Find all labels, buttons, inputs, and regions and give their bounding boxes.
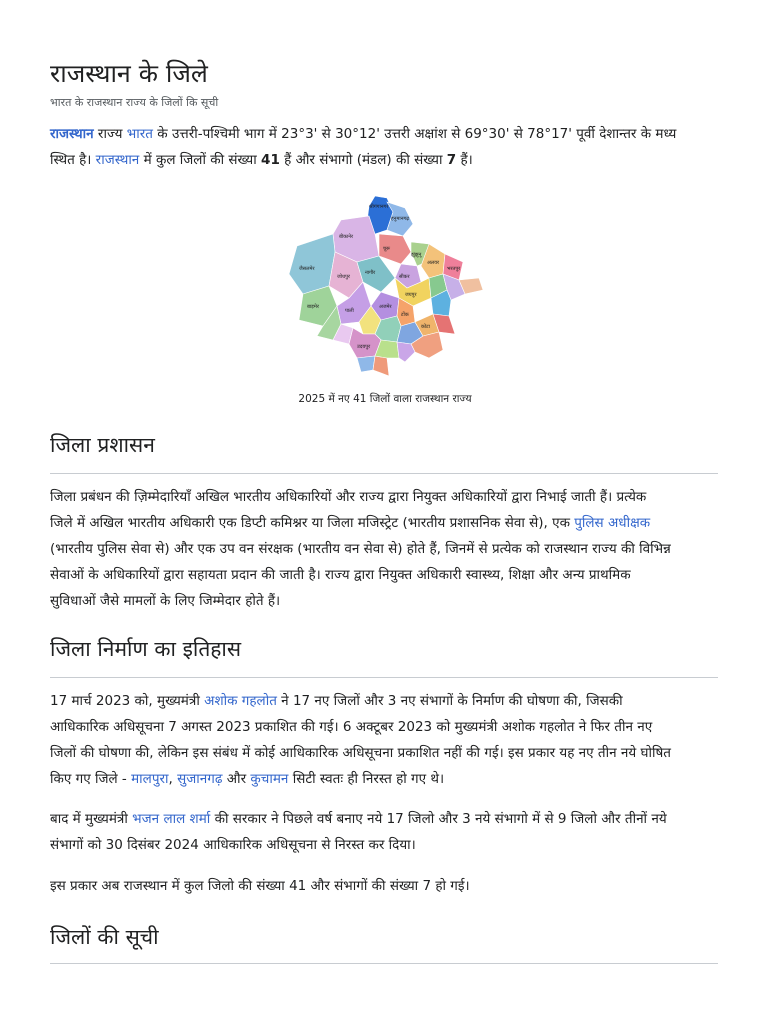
link-bharat[interactable]: भारत bbox=[126, 126, 154, 142]
intro-text-4: में कुल जिलों की संख्या bbox=[139, 152, 262, 168]
map-label-nagaur: नागौर bbox=[365, 270, 376, 276]
history-p1-line-3: जिलों की घोषणा की, लेकिन इस संबंध में कोई आधिकारिक अधिसूचना प्रकाशित नहीं की गई। इस प्रकार यह नए तीन नये घोषित bbox=[50, 745, 671, 761]
link-bhajan-lal-sharma[interactable]: भजन लाल शर्मा bbox=[132, 811, 211, 827]
section-divider-3 bbox=[50, 963, 718, 964]
history-p1-text-4: किए गए जिले - bbox=[50, 771, 132, 787]
map-caption: 2025 में नए 41 जिलों वाला राजस्थान राज्य bbox=[298, 393, 472, 405]
admin-line-3: (भारतीय पुलिस सेवा से) और एक उप वन संरक्षक (भारतीय वन सेवा से) होते हैं, जिनमें से प्रत्येक को राजस्थान राज्य की विभिन्न bbox=[50, 541, 671, 557]
map-label-bikaner: बीकानेर bbox=[339, 234, 354, 240]
map-label-pali: पाली bbox=[345, 308, 354, 314]
intro-text-6: हैं। bbox=[456, 152, 473, 168]
map-label-kota: कोटा bbox=[421, 324, 430, 330]
link-sujangarh[interactable]: सुजानगढ़ bbox=[177, 771, 223, 787]
intro-text-1: राज्य bbox=[93, 126, 127, 142]
admin-line-5: सुविधाओं जैसे मामलों के लिए जिम्मेदार होते हैं। bbox=[50, 593, 281, 609]
intro-text-2: के उत्तरी-पश्चिमी भाग में 23°3' से 30°12' उत्तरी अक्षांश से 69°30' से 78°17' पूर्वी देशान्तर के मध्य bbox=[153, 126, 677, 142]
rajasthan-map[interactable] bbox=[283, 194, 487, 382]
admin-line-1: जिला प्रबंधन की ज़िम्मेदारियाँ अखिल भारतीय अधिकारियों और राज्य द्वारा नियुक्त अधिकारियों द्वारा निभाई जाती हैं। प्रत्येक bbox=[50, 489, 647, 505]
map-district-banswara bbox=[373, 356, 389, 376]
history-p1-text-2: ने 17 नए जिलों और 3 नए संभागों के निर्माण की घोषणा की, जिसकी bbox=[276, 693, 623, 709]
intro-text-5: हैं और संभागो (मंडल) की संख्या bbox=[279, 152, 447, 168]
map-district-jaisalmer bbox=[289, 234, 335, 294]
link-kuchaman[interactable]: कुचामन bbox=[250, 771, 289, 787]
admin-line-2: जिले में अखिल भारतीय अधिकारी एक डिप्टी कमिश्नर या जिला मजिस्ट्रेट (भारतीय प्रशासनिक सेवा से), एक bbox=[50, 515, 575, 531]
map-label-alwar: अलवर bbox=[427, 260, 440, 266]
history-p2-text-2: की सरकार ने पिछले वर्ष बनाए नये 17 जिलो और 3 नये संभागो में से 9 जिलो और तीनों नये bbox=[210, 811, 667, 827]
division-count: 7 bbox=[446, 152, 457, 168]
map-label-tonk: टोंक bbox=[401, 312, 409, 318]
section-heading-administration: जिला प्रशासन bbox=[50, 433, 155, 457]
history-p1-line-2: आधिकारिक अधिसूचना 7 अगस्त 2023 प्रकाशित की गई। 6 अक्टूबर 2023 को मुख्यमंत्री अशोक गहलोत ने फिर तीन नए bbox=[50, 719, 653, 735]
history-p2-line-2: संभागों को 30 दिसंबर 2024 आधिकारिक अधिसूचना से निरस्त कर दिया। bbox=[50, 837, 416, 853]
history-paragraph-2 bbox=[50, 806, 750, 858]
history-p1-text-1: 17 मार्च 2023 को, मुख्यमंत्री bbox=[50, 693, 205, 709]
link-rajasthan[interactable]: राजस्थान bbox=[50, 126, 94, 142]
administration-paragraph bbox=[50, 484, 740, 614]
map-label-barmer: बाड़मेर bbox=[307, 304, 319, 310]
map-label-udaipur: उदयपुर bbox=[357, 344, 371, 350]
map-label-hanumangarh: हनुमानगढ़ bbox=[391, 216, 410, 222]
page-title: राजस्थान के जिले bbox=[50, 59, 208, 88]
section-heading-history: जिला निर्माण का इतिहास bbox=[50, 637, 242, 661]
map-label-churu: चूरू bbox=[383, 246, 391, 252]
district-count: 41 bbox=[261, 152, 280, 168]
section-heading-district-list: जिलों की सूची bbox=[50, 925, 159, 949]
link-malpura[interactable]: मालपुरा bbox=[131, 771, 169, 787]
link-ashok-gehlot[interactable]: अशोक गहलोत bbox=[204, 693, 277, 709]
map-label-bharatpur: भरतपुर bbox=[447, 266, 461, 272]
history-p2-text-1: बाद में मुख्यमंत्री bbox=[50, 811, 133, 827]
map-district-dungarpur bbox=[357, 356, 375, 372]
page-subtitle: भारत के राजस्थान राज्य के जिलों कि सूची bbox=[50, 96, 219, 109]
map-label-jaipur: जयपुर bbox=[405, 292, 417, 298]
section-divider-2 bbox=[50, 677, 718, 678]
map-label-jodhpur: जोधपुर bbox=[337, 274, 350, 280]
map-label-jhunjhunu: झुंझुनू bbox=[411, 252, 422, 258]
link-rajasthan-2[interactable]: राजस्थान bbox=[95, 152, 140, 168]
rajasthan-map-svg bbox=[283, 194, 487, 382]
map-label-jaisalmer: जैसलमेर bbox=[299, 266, 315, 272]
history-p1-sep: , bbox=[168, 771, 178, 787]
section-divider-1 bbox=[50, 473, 718, 474]
link-police-superintendent[interactable]: पुलिस अधीक्षक bbox=[574, 515, 651, 531]
map-label-sikar: सीकर bbox=[399, 274, 410, 280]
history-p1-text-5: सिटी स्वतः ही निरस्त हो गए थे। bbox=[288, 771, 445, 787]
map-label-sriganganagar: श्रीगंगानगर bbox=[369, 204, 389, 210]
history-paragraph-1 bbox=[50, 688, 750, 792]
intro-paragraph bbox=[50, 121, 730, 173]
map-label-ajmer: अजमेर bbox=[379, 304, 392, 310]
admin-line-4: सेवाओं के अधिकारियों द्वारा सहायता प्रदान की जाती है। राज्य द्वारा नियुक्त अधिकारी स्वास्थ्य, शिक्षा और अन्य प्राथमिक bbox=[50, 567, 631, 583]
history-p1-and: और bbox=[222, 771, 251, 787]
intro-text-3: स्थित है। bbox=[50, 152, 96, 168]
history-paragraph-3: इस प्रकार अब राजस्थान में कुल जिलो की संख्या 41 और संभागों की संख्या 7 हो गई। bbox=[50, 878, 470, 894]
